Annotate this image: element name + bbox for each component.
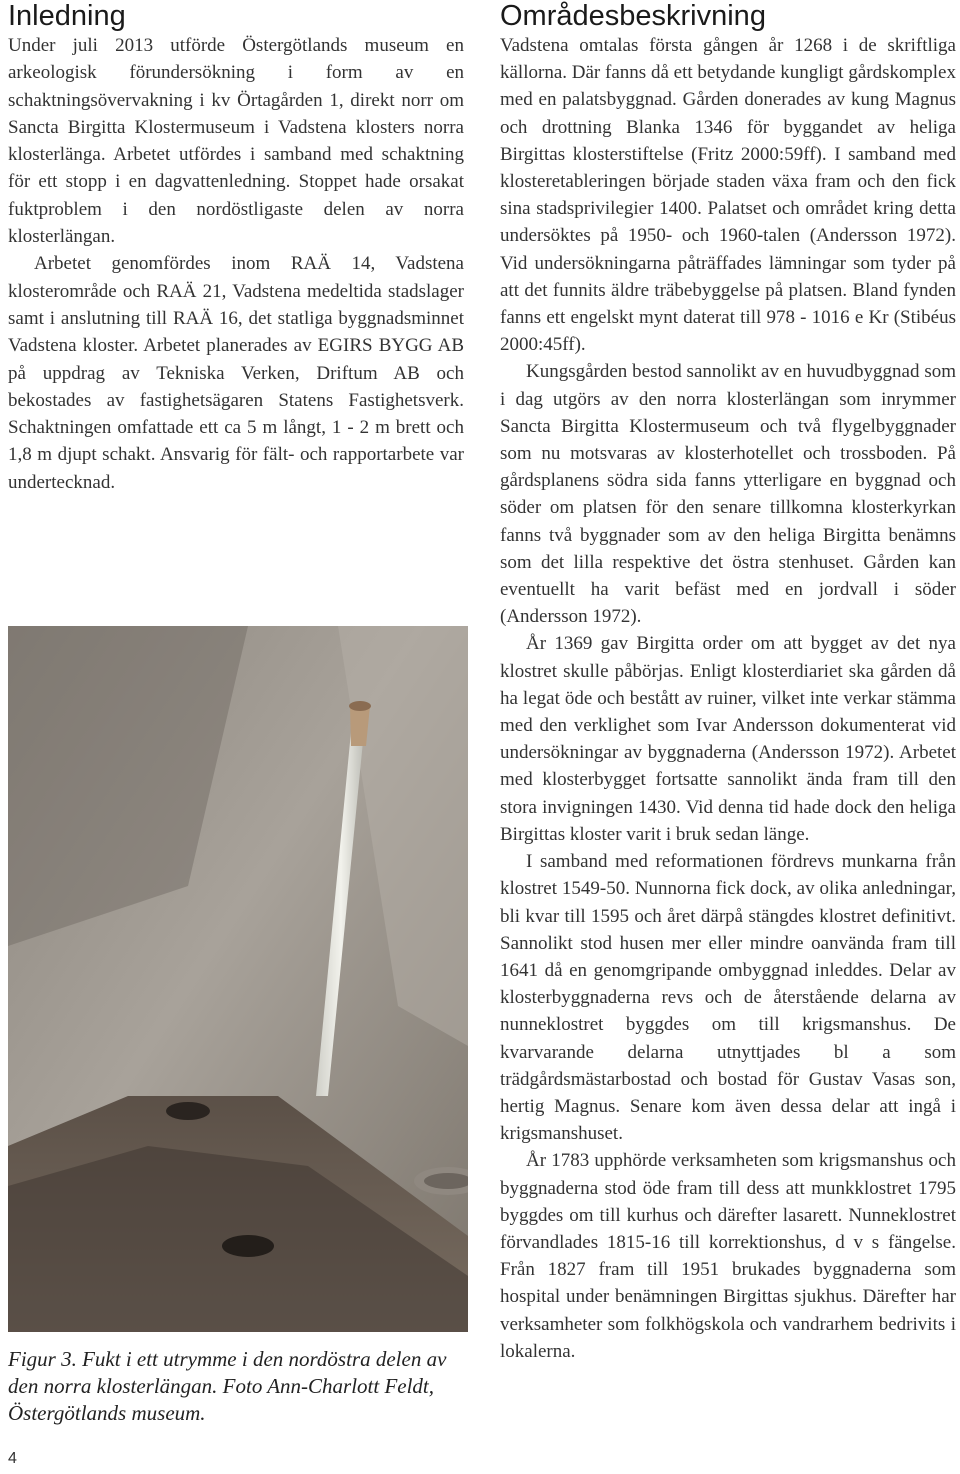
section-heading-omradesbeskrivning: Områdesbeskrivning <box>500 0 766 32</box>
left-column <box>8 0 464 496</box>
paragraph: Kungsgården bestod sannolikt av en huvudbyggnad som i dag utgörs av den norra klosterlängan som inrymmer Sancta Birgitta Klostermuseum och två flygelbyggnader som nu motsvaras av klosterhotellet och trossboden. På gårdsplanens södra sida fanns ytterligare en byggnad och söder om platsen för den senare tillkomna klosterkyrkan fanns två byggnader som av den heliga Birgitta benämns som det lilla respektive det östra stenhuset. Gården kan eventuellt ha varit befäst med en jordvall i söder (Andersson 1972). <box>500 361 956 628</box>
photo-illustration <box>8 626 468 1332</box>
paragraph: År 1369 gav Birgitta order om att bygget av det nya klostret skulle påbörjas. Enligt klosterdiariet ska gården då ha legat öde och bestått av ruiner, vilket inte verkar stämma med den verklighet som Ivar Andersson dokumenterat vid undersökningar av byggnaderna (Andersson 1972). Arbetet med klosterbygget fortsatte sannolikt ända fram till den stora invigningen 1430. Vid denna tid hade dock den heliga Birgittas kloster varit i bruk sedan länge. <box>500 633 956 845</box>
paragraph: År 1783 upphörde verksamheten som krigsmanshus och byggnaderna stod öde fram till dess att munkklostret 1795 byggdes om till kurhus och därefter lasarett. Nunneklostret förvandlades 1815-16 till korrektionshus, d v s fängelse. Från 1827 fram till 1951 brukades byggnaderna som hospital under benämningen Birgittas sjukhus. Därefter har verksamheter som folkhögskola och vandrarhem bedrivits i lokalerna. <box>500 1150 956 1362</box>
figure-photo <box>8 626 468 1332</box>
paragraph: Vadstena omtalas första gången år 1268 i de skriftliga källorna. Där fanns då ett betydande kungligt gårdskomplex med en palatsbyggnad. Gården donerades av kung Magnus och drottning Blanka 1346 för byggandet av heliga Birgittas klosterstiftelse (Fritz 2000:59ff). I samband med klosteretableringen började staden växa fram och den fick sina stadsprivilegier 1400. Palatset och området kring detta undersöktes på 1950- och 1960-talen (Andersson 1972). Vid undersökningarna påträffades lämningar som tyder på att det funnits äldre träbebyggelse på platsen. Bland fynden fanns ett engelskt mynt daterat till 978 - 1016 e Kr (Stibéus 2000:45ff). <box>500 35 956 356</box>
figure-caption: Figur 3. Fukt i ett utrymme i den nordöstra delen av den norra klosterlängan. Foto Ann-Charlott Feldt, Östergötlands museum. <box>8 1347 447 1425</box>
right-column <box>500 0 956 1365</box>
page-number: 4 <box>8 1450 17 1467</box>
paragraph: Under juli 2013 utförde Östergötlands museum en arkeologisk förundersökning i form av en schaktningsövervakning i kv Örtagården 1, direkt norr om Sancta Birgitta Klostermuseum i Vadstena klosters norra klosterlänga. Arbetet utfördes i samband med schaktning för ett stopp i en dagvattenledning. Stoppet hade orsakat fuktproblem i den nordöstligaste delen av norra klosterlängan. <box>8 35 464 248</box>
section-heading-inledning: Inledning <box>8 0 126 32</box>
paragraph: Arbetet genomfördes inom RAÄ 14, Vadstena klosterområde och RAÄ 21, Vadstena medeltida stadslager samt i anslutning till RAÄ 16, det statliga byggnadsminnet Vadstena kloster. Arbetet planerades av EGIRS BYGG AB på uppdrag av Tekniska Verken, Driftum AB och bekostades av fastighetsägaren Statens Fastighetsverk. Schaktningen omfattade ett ca 5 m långt, 1 - 2 m brett och 1,8 m djupt schakt. Ansvarig för fält- och rapportarbete var undertecknad. <box>8 253 464 493</box>
paragraph: I samband med reformationen fördrevs munkarna från klostret 1549-50. Nunnorna fick dock, av olika anledningar, bli kvar till 1595 och året därpå stängdes klostret definitivt. Sannolikt stod husen mer eller mindre oanvända fram till 1641 då en genomgripande ombyggnad inleddes. Delar av klosterbyggnaderna revs och de återstående delarna av nunneklostret byggdes om till krigsmanshus. De kvarvarande delarna utnyttjades bl a som trädgårdsmästarbostad och bostad för Gustav Vasas son, hertig Magnus. Senare kom även dessa delar att ingå i krigsmanshuset. <box>500 851 956 1145</box>
